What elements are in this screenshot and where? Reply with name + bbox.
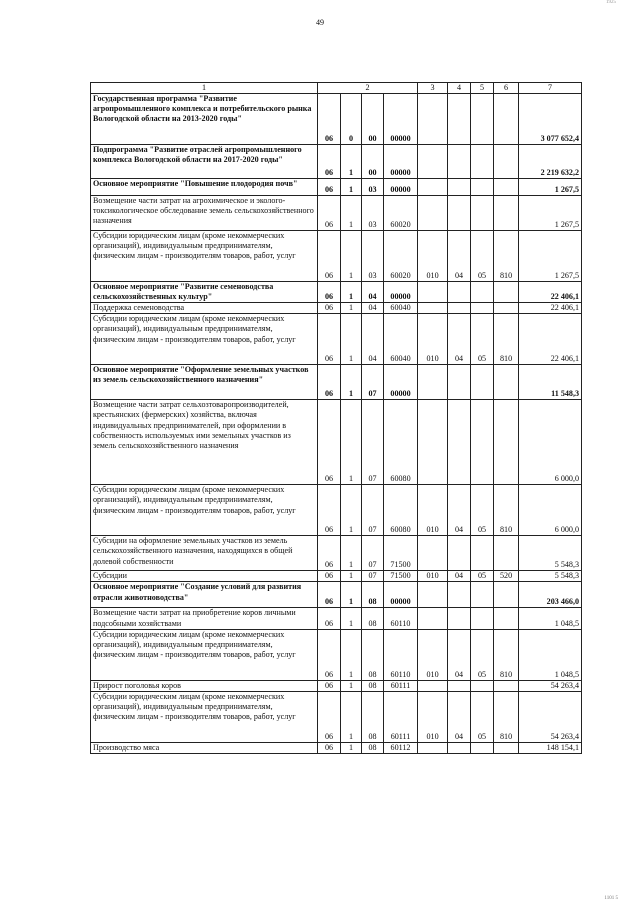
table-cell-col3 — [418, 536, 448, 571]
table-cell-col3 — [418, 680, 448, 691]
table-cell-col6: 520 — [494, 571, 519, 582]
table-cell-program: 06 — [318, 365, 341, 400]
table-cell-col4: 04 — [448, 231, 471, 282]
header-cell-2: 2 — [318, 83, 418, 94]
table-cell-col3 — [418, 303, 448, 314]
table-cell-name: Субсидии юридическим лицам (кроме некоммерческих организаций), индивидуальным предпринимателям, физическим лицам - производителям товаров, работ, услуг — [91, 485, 318, 536]
table-cell-amount: 1 048,5 — [519, 629, 582, 680]
table-cell-col5 — [471, 145, 494, 179]
table-cell-subprogram: 1 — [341, 629, 362, 680]
table-cell-amount: 54 263,4 — [519, 680, 582, 691]
table-cell-program: 06 — [318, 680, 341, 691]
table-cell-main-event: 08 — [362, 691, 384, 742]
table-cell-col4: 04 — [448, 571, 471, 582]
table-cell-col6 — [494, 742, 519, 753]
table-cell-col5 — [471, 680, 494, 691]
table-cell-col6 — [494, 536, 519, 571]
table-cell-amount: 6 000,0 — [519, 485, 582, 536]
table-cell-col3 — [418, 94, 448, 145]
table-cell-subprogram: 1 — [341, 196, 362, 231]
table-cell-col4 — [448, 608, 471, 629]
table-cell-col4 — [448, 400, 471, 485]
table-row — [91, 536, 582, 571]
table-cell-col3: 010 — [418, 485, 448, 536]
table-cell-program: 06 — [318, 231, 341, 282]
table-cell-col5: 05 — [471, 629, 494, 680]
table-cell-direction: 60020 — [384, 231, 418, 282]
table-row — [91, 629, 582, 680]
table-cell-direction: 60111 — [384, 691, 418, 742]
table-cell-col3: 010 — [418, 629, 448, 680]
table-cell-main-event: 03 — [362, 179, 384, 196]
table-cell-amount: 2 219 632,2 — [519, 145, 582, 179]
table-cell-name: Возмещение части затрат на агрохимическое и эколого-токсикологическое обследование земель сельскохозяйственного назначения — [91, 196, 318, 231]
table-cell-main-event: 04 — [362, 314, 384, 365]
table-cell-direction: 71500 — [384, 536, 418, 571]
table-cell-col5 — [471, 196, 494, 231]
table-cell-subprogram: 1 — [341, 231, 362, 282]
header-cell-6: 6 — [494, 83, 519, 94]
table-cell-col4 — [448, 282, 471, 303]
table-row — [91, 400, 582, 485]
table-cell-amount: 1 048,5 — [519, 608, 582, 629]
table-cell-program: 06 — [318, 742, 341, 753]
table-cell-col3 — [418, 282, 448, 303]
table-cell-program: 06 — [318, 303, 341, 314]
table-cell-main-event: 07 — [362, 536, 384, 571]
table-cell-col3: 010 — [418, 231, 448, 282]
table-cell-col4: 04 — [448, 485, 471, 536]
table-cell-amount: 3 077 652,4 — [519, 94, 582, 145]
table-cell-col4 — [448, 94, 471, 145]
table-cell-program: 06 — [318, 282, 341, 303]
header-cell-7: 7 — [519, 83, 582, 94]
table-cell-col3 — [418, 582, 448, 608]
table-cell-col5 — [471, 582, 494, 608]
table-cell-subprogram: 1 — [341, 282, 362, 303]
page-number: 49 — [316, 18, 324, 27]
table-cell-col6: 810 — [494, 485, 519, 536]
table-cell-direction: 71500 — [384, 571, 418, 582]
table-cell-program: 06 — [318, 608, 341, 629]
table-cell-direction: 60112 — [384, 742, 418, 753]
table-row — [91, 314, 582, 365]
table-row — [91, 179, 582, 196]
table-cell-name: Поддержка семеноводства — [91, 303, 318, 314]
table-cell-amount: 5 548,3 — [519, 536, 582, 571]
table-cell-col5 — [471, 179, 494, 196]
table-cell-col4: 04 — [448, 629, 471, 680]
table-cell-name: Субсидии на оформление земельных участков из земель сельскохозяйственного назначения, находящихся в общей долевой собственности — [91, 536, 318, 571]
table-cell-program: 06 — [318, 536, 341, 571]
table-cell-subprogram: 1 — [341, 145, 362, 179]
table-cell-amount: 1 267,5 — [519, 231, 582, 282]
table-cell-col6 — [494, 608, 519, 629]
table-cell-amount: 5 548,3 — [519, 571, 582, 582]
table-cell-main-event: 07 — [362, 571, 384, 582]
table-cell-direction: 00000 — [384, 145, 418, 179]
header-cell-5: 5 — [471, 83, 494, 94]
table-row — [91, 196, 582, 231]
table-cell-main-event: 00 — [362, 145, 384, 179]
table-cell-program: 06 — [318, 179, 341, 196]
table-cell-direction: 00000 — [384, 94, 418, 145]
table-cell-subprogram: 1 — [341, 365, 362, 400]
table-cell-name: Основное мероприятие "Развитие семеноводства сельскохозяйственных культур" — [91, 282, 318, 303]
table-cell-col6: 810 — [494, 314, 519, 365]
table-cell-direction: 60111 — [384, 680, 418, 691]
table-cell-col6 — [494, 94, 519, 145]
table-cell-program: 06 — [318, 196, 341, 231]
table-row — [91, 691, 582, 742]
table-cell-name: Субсидии юридическим лицам (кроме некоммерческих организаций), индивидуальным предпринимателям, физическим лицам - производителям товаров, работ, услуг — [91, 314, 318, 365]
table-cell-main-event: 08 — [362, 582, 384, 608]
table-cell-program: 06 — [318, 691, 341, 742]
table-cell-col5 — [471, 303, 494, 314]
table-cell-subprogram: 1 — [341, 691, 362, 742]
table-cell-subprogram: 1 — [341, 314, 362, 365]
table-cell-subprogram: 1 — [341, 582, 362, 608]
table-cell-main-event: 07 — [362, 365, 384, 400]
table-cell-col5 — [471, 742, 494, 753]
table-row — [91, 485, 582, 536]
table-cell-name: Основное мероприятие "Оформление земельных участков из земель сельскохозяйственного назначения" — [91, 365, 318, 400]
table-cell-name: Субсидии юридическим лицам (кроме некоммерческих организаций), индивидуальным предпринимателям, физическим лицам - производителям товаров, работ, услуг — [91, 231, 318, 282]
table-cell-col4 — [448, 365, 471, 400]
table-cell-col6 — [494, 365, 519, 400]
table-cell-col3 — [418, 145, 448, 179]
table-cell-program: 06 — [318, 94, 341, 145]
table-cell-subprogram: 1 — [341, 536, 362, 571]
table-cell-col3 — [418, 365, 448, 400]
table-cell-col4 — [448, 742, 471, 753]
table-cell-col6: 810 — [494, 231, 519, 282]
table-cell-col3 — [418, 400, 448, 485]
table-cell-col5 — [471, 400, 494, 485]
table-cell-col5: 05 — [471, 314, 494, 365]
table-cell-amount: 22 406,1 — [519, 303, 582, 314]
table-cell-col5 — [471, 536, 494, 571]
table-cell-col3: 010 — [418, 691, 448, 742]
table-cell-col4 — [448, 303, 471, 314]
table-cell-program: 06 — [318, 485, 341, 536]
table-cell-col4 — [448, 680, 471, 691]
table-cell-program: 06 — [318, 314, 341, 365]
table-cell-col4 — [448, 536, 471, 571]
header-cell-1: 1 — [91, 83, 318, 94]
table-row — [91, 365, 582, 400]
table-cell-name: Прирост поголовья коров — [91, 680, 318, 691]
table-cell-col5: 05 — [471, 691, 494, 742]
table-cell-name: Субсидии юридическим лицам (кроме некоммерческих организаций), индивидуальным предпринимателям, физическим лицам - производителям товаров, работ, услуг — [91, 629, 318, 680]
table-cell-amount: 22 406,1 — [519, 314, 582, 365]
table-cell-direction: 00000 — [384, 582, 418, 608]
budget-table — [90, 82, 582, 754]
table-cell-main-event: 03 — [362, 196, 384, 231]
table-cell-direction: 60110 — [384, 608, 418, 629]
table-cell-col6 — [494, 145, 519, 179]
table-cell-name: Субсидии юридическим лицам (кроме некоммерческих организаций), индивидуальным предпринимателям, физическим лицам - производителям товаров, работ, услуг — [91, 691, 318, 742]
footer-mark: 1101 5 — [604, 896, 618, 901]
table-cell-direction: 60020 — [384, 196, 418, 231]
table-cell-main-event: 03 — [362, 231, 384, 282]
table-cell-col6 — [494, 680, 519, 691]
table-cell-col5 — [471, 94, 494, 145]
table-cell-amount: 148 154,1 — [519, 742, 582, 753]
table-cell-amount: 203 466,0 — [519, 582, 582, 608]
table-cell-col4 — [448, 196, 471, 231]
table-cell-col6 — [494, 179, 519, 196]
table-cell-direction: 00000 — [384, 365, 418, 400]
table-cell-col5 — [471, 282, 494, 303]
table-row — [91, 680, 582, 691]
table-cell-subprogram: 1 — [341, 742, 362, 753]
table-body — [91, 94, 582, 754]
table-row — [91, 94, 582, 145]
table-cell-amount: 1 267,5 — [519, 196, 582, 231]
table-cell-subprogram: 1 — [341, 400, 362, 485]
table-cell-amount: 6 000,0 — [519, 400, 582, 485]
table-cell-program: 06 — [318, 400, 341, 485]
table-cell-name: Субсидии — [91, 571, 318, 582]
table-cell-subprogram: 1 — [341, 179, 362, 196]
table-cell-subprogram: 1 — [341, 571, 362, 582]
table-cell-program: 06 — [318, 629, 341, 680]
table-cell-program: 06 — [318, 145, 341, 179]
table-cell-direction: 60040 — [384, 303, 418, 314]
table-cell-direction: 60040 — [384, 314, 418, 365]
table-row — [91, 571, 582, 582]
table-header-row — [91, 83, 582, 94]
table-cell-main-event: 00 — [362, 94, 384, 145]
table-cell-name: Государственная программа "Развитие агропромышленного комплекса и потребительского рынка Вологодской области на 2013-2020 годы" — [91, 94, 318, 145]
table-cell-direction: 00000 — [384, 179, 418, 196]
table-cell-col5: 05 — [471, 571, 494, 582]
table-cell-col3 — [418, 608, 448, 629]
table-cell-subprogram: 1 — [341, 608, 362, 629]
header-cell-4: 4 — [448, 83, 471, 94]
table-cell-col4: 04 — [448, 691, 471, 742]
table-cell-main-event: 07 — [362, 400, 384, 485]
table-cell-col3: 010 — [418, 571, 448, 582]
table-cell-col4 — [448, 145, 471, 179]
table-cell-col5: 05 — [471, 485, 494, 536]
table-cell-col4 — [448, 582, 471, 608]
table-cell-main-event: 04 — [362, 282, 384, 303]
table-cell-direction: 60110 — [384, 629, 418, 680]
table-cell-direction: 60080 — [384, 400, 418, 485]
table-cell-amount: 1 267,5 — [519, 179, 582, 196]
table-cell-main-event: 08 — [362, 680, 384, 691]
table-cell-col6 — [494, 400, 519, 485]
table-row — [91, 608, 582, 629]
corner-mark: 1925 — [606, 0, 616, 5]
table-cell-amount: 54 263,4 — [519, 691, 582, 742]
table-cell-program: 06 — [318, 571, 341, 582]
table-cell-col6 — [494, 282, 519, 303]
table-cell-name: Основное мероприятие "Создание условий для развития отрасли животноводства" — [91, 582, 318, 608]
table-cell-program: 06 — [318, 582, 341, 608]
table-cell-col5 — [471, 608, 494, 629]
table-row — [91, 231, 582, 282]
table-cell-main-event: 04 — [362, 303, 384, 314]
table-cell-subprogram: 1 — [341, 680, 362, 691]
table-cell-col6 — [494, 303, 519, 314]
table-cell-subprogram: 0 — [341, 94, 362, 145]
table-cell-col6: 810 — [494, 629, 519, 680]
table-row — [91, 582, 582, 608]
table-cell-name: Основное мероприятие "Повышение плодородия почв" — [91, 179, 318, 196]
table-cell-amount: 11 548,3 — [519, 365, 582, 400]
table-cell-amount: 22 406,1 — [519, 282, 582, 303]
table-cell-col4 — [448, 179, 471, 196]
table-cell-direction: 60080 — [384, 485, 418, 536]
table-cell-subprogram: 1 — [341, 485, 362, 536]
table-cell-col6 — [494, 582, 519, 608]
table-row — [91, 145, 582, 179]
table-cell-col5 — [471, 365, 494, 400]
table-cell-col3 — [418, 179, 448, 196]
table-cell-main-event: 08 — [362, 608, 384, 629]
table-row — [91, 282, 582, 303]
table-cell-col6: 810 — [494, 691, 519, 742]
table-cell-direction: 00000 — [384, 282, 418, 303]
table-cell-col3 — [418, 742, 448, 753]
table-cell-col6 — [494, 196, 519, 231]
table-cell-subprogram: 1 — [341, 303, 362, 314]
table-cell-main-event: 08 — [362, 629, 384, 680]
table-cell-col5: 05 — [471, 231, 494, 282]
table-row — [91, 303, 582, 314]
table-cell-name: Производство мяса — [91, 742, 318, 753]
table-cell-name: Возмещение части затрат на приобретение коров личными подсобными хозяйствами — [91, 608, 318, 629]
header-cell-3: 3 — [418, 83, 448, 94]
table-cell-col4: 04 — [448, 314, 471, 365]
table-cell-name: Подпрограмма "Развитие отраслей агропромышленного комплекса Вологодской области на 2017-2020 годы" — [91, 145, 318, 179]
table-cell-col3 — [418, 196, 448, 231]
table-cell-main-event: 07 — [362, 485, 384, 536]
table-row — [91, 742, 582, 753]
table-cell-col3: 010 — [418, 314, 448, 365]
table-cell-main-event: 08 — [362, 742, 384, 753]
table-cell-name: Возмещение части затрат сельхозтоваропроизводителей, крестьянских (фермерских) хозяйства, включая индивидуальных предпринимателей, при оформлении в собственность используемых ими земельных участков из земель сельскохозяйственного назначения — [91, 400, 318, 485]
